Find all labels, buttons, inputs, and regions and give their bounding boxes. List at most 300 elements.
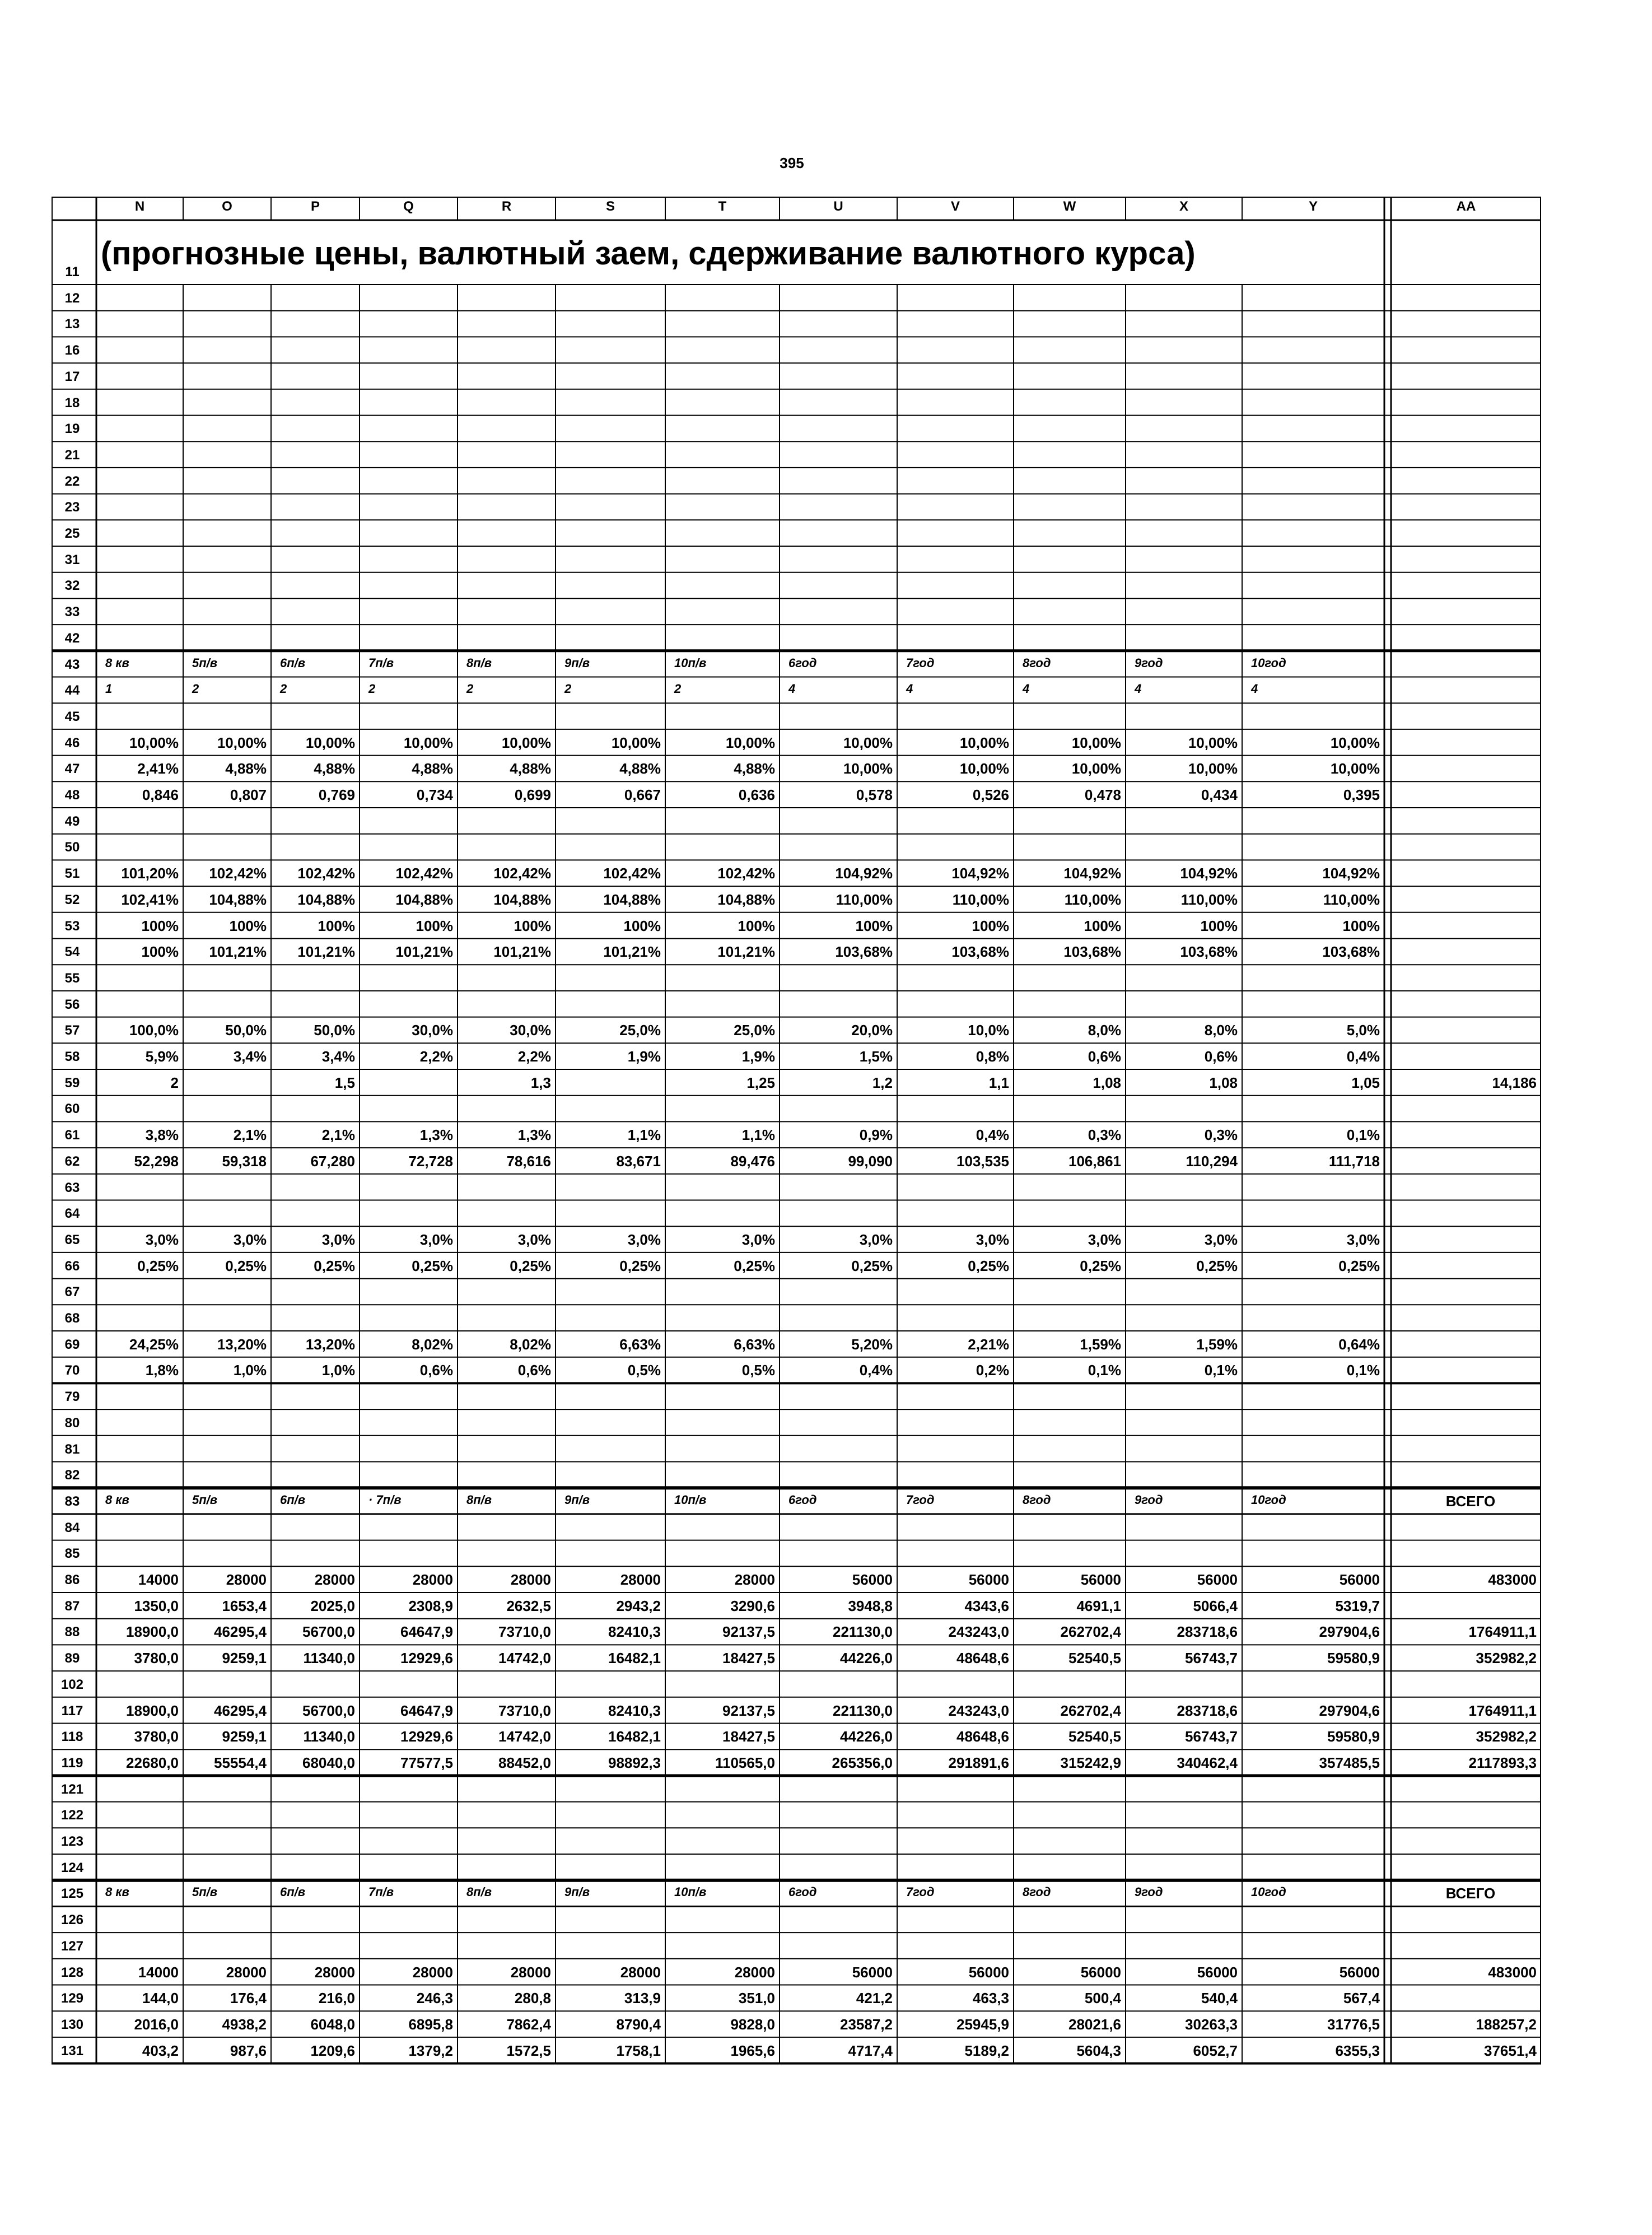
table-cell: 37651,4 xyxy=(1484,2042,1537,2059)
table-cell: 28000 xyxy=(314,1571,355,1588)
table-cell: 4 xyxy=(788,682,796,696)
table-cell: 283718,6 xyxy=(1177,1623,1238,1641)
table-cell: 110,00% xyxy=(1064,891,1121,908)
table-cell: 7п/в xyxy=(368,655,394,670)
table-cell: 0,578 xyxy=(856,786,893,803)
table-cell: 2 xyxy=(192,682,199,696)
table-cell: 104,88% xyxy=(395,891,453,908)
table-cell: 98892,3 xyxy=(608,1754,661,1771)
table-cell: 1,2 xyxy=(872,1074,893,1091)
table-cell: 10,00% xyxy=(1071,760,1121,777)
table-cell: 100% xyxy=(416,917,453,934)
table-cell: 100% xyxy=(738,917,775,934)
table-cell: 10,00% xyxy=(1071,734,1121,751)
table-cell: 0,526 xyxy=(972,786,1009,803)
table-cell: 4,88% xyxy=(225,760,267,777)
row-number: 125 xyxy=(60,1886,84,1902)
table-cell: 13,20% xyxy=(305,1335,355,1353)
table-cell: 104,88% xyxy=(603,891,661,908)
table-cell: 0,25% xyxy=(314,1257,355,1274)
table-cell: 262702,4 xyxy=(1060,1623,1121,1641)
table-cell: 3780,0 xyxy=(134,1728,179,1745)
table-cell: 12929,6 xyxy=(400,1728,453,1745)
table-cell: 8790,4 xyxy=(616,2015,661,2033)
table-cell: 92137,5 xyxy=(722,1623,775,1641)
row-number: 31 xyxy=(64,552,80,567)
table-cell: 8,02% xyxy=(412,1335,453,1353)
sheet-title: (прогнозные цены, валютный заем, сдерживание валютного курса) xyxy=(101,235,1196,272)
table-cell: 100% xyxy=(972,917,1009,934)
table-cell: 56000 xyxy=(968,1963,1009,1981)
table-cell: 28000 xyxy=(734,1571,775,1588)
row-number: 79 xyxy=(64,1389,80,1405)
table-cell: 59,318 xyxy=(222,1152,267,1170)
row-number: 17 xyxy=(64,369,80,384)
table-cell: 8п/в xyxy=(466,655,492,670)
table-cell: 3948,8 xyxy=(848,1597,893,1614)
table-cell: 10,00% xyxy=(959,760,1009,777)
table-cell: 103,68% xyxy=(835,943,893,961)
table-cell: 7год xyxy=(906,1885,935,1899)
table-cell: 4 xyxy=(906,682,913,696)
table-cell: 56743,7 xyxy=(1185,1650,1238,1667)
table-cell: 50,0% xyxy=(314,1022,355,1039)
table-cell: 4938,2 xyxy=(222,2015,267,2033)
table-cell: 56000 xyxy=(1339,1963,1380,1981)
row-number: 124 xyxy=(60,1860,84,1875)
row-number: 84 xyxy=(64,1520,80,1535)
table-cell: 56000 xyxy=(968,1571,1009,1588)
table-cell: 28000 xyxy=(314,1963,355,1981)
row-number: 46 xyxy=(64,735,80,751)
table-cell: 101,21% xyxy=(395,943,453,961)
table-cell: 110,294 xyxy=(1186,1152,1238,1170)
table-cell: 83,671 xyxy=(616,1152,661,1170)
table-cell: 14742,0 xyxy=(498,1728,551,1745)
table-cell: 8 кв xyxy=(105,1492,129,1507)
row-number: 118 xyxy=(61,1729,83,1745)
table-cell: 56000 xyxy=(1197,1571,1238,1588)
table-cell: 10,00% xyxy=(1188,734,1238,751)
table-cell: 3,4% xyxy=(233,1048,267,1065)
row-number: 117 xyxy=(61,1703,83,1719)
table-cell: 100% xyxy=(141,943,179,961)
table-cell: 188257,2 xyxy=(1476,2015,1537,2033)
table-cell: 10,00% xyxy=(1330,760,1380,777)
table-cell: 352982,2 xyxy=(1476,1650,1537,1667)
table-cell: 28000 xyxy=(412,1571,453,1588)
column-header: S xyxy=(605,199,615,214)
table-cell: 10п/в xyxy=(674,1885,707,1899)
table-cell: 351,0 xyxy=(738,1990,775,2007)
table-cell: 44226,0 xyxy=(840,1728,893,1745)
table-cell: 3,0% xyxy=(976,1231,1009,1248)
column-header: Y xyxy=(1308,199,1318,214)
table-cell: 1,1 xyxy=(988,1074,1009,1091)
table-cell: 103,68% xyxy=(1322,943,1380,961)
table-cell: 2,21% xyxy=(968,1335,1009,1353)
table-cell: 52540,5 xyxy=(1068,1650,1121,1667)
table-cell: 4,88% xyxy=(510,760,551,777)
row-number: 23 xyxy=(64,500,80,515)
table-cell: 102,42% xyxy=(493,865,551,882)
table-cell: 102,42% xyxy=(209,865,267,882)
table-cell: 16482,1 xyxy=(608,1728,661,1745)
table-cell: 11340,0 xyxy=(303,1728,355,1745)
table-cell: 102,41% xyxy=(121,891,179,908)
table-cell: 5,9% xyxy=(145,1048,179,1065)
table-cell: 10п/в xyxy=(674,1492,707,1507)
table-cell: 28021,6 xyxy=(1068,2015,1121,2033)
row-number: 47 xyxy=(64,761,80,777)
table-cell: 3,0% xyxy=(321,1231,355,1248)
table-cell: 1209,6 xyxy=(310,2042,355,2059)
table-cell: 28000 xyxy=(620,1571,661,1588)
table-cell: 10,0% xyxy=(968,1022,1009,1039)
row-number: 53 xyxy=(64,918,80,934)
table-cell: 100% xyxy=(229,917,267,934)
table-cell: 4,88% xyxy=(734,760,775,777)
table-cell: 89,476 xyxy=(730,1152,775,1170)
row-number: 123 xyxy=(60,1834,84,1849)
table-cell: 46295,4 xyxy=(214,1623,267,1641)
table-cell: 28000 xyxy=(510,1963,551,1981)
table-cell: 31776,5 xyxy=(1327,2015,1380,2033)
table-cell: 2,41% xyxy=(137,760,179,777)
table-cell: 3,0% xyxy=(859,1231,893,1248)
table-cell: 2 xyxy=(674,682,682,696)
table-cell: 0,5% xyxy=(741,1362,775,1379)
table-cell: 6052,7 xyxy=(1193,2042,1238,2059)
row-number: 45 xyxy=(64,709,80,724)
table-cell: 10,00% xyxy=(403,734,453,751)
table-cell: 4,88% xyxy=(619,760,661,777)
table-cell: 101,21% xyxy=(297,943,355,961)
column-header: W xyxy=(1063,199,1076,214)
row-number: 58 xyxy=(64,1049,80,1064)
table-cell: 0,1% xyxy=(1204,1362,1238,1379)
table-cell: · 7п/в xyxy=(368,1492,402,1507)
table-cell: 73710,0 xyxy=(498,1623,551,1641)
table-cell: 5п/в xyxy=(192,1885,218,1899)
table-cell: 56000 xyxy=(1080,1571,1121,1588)
table-cell: 1,3% xyxy=(419,1126,453,1144)
row-number: 55 xyxy=(64,970,80,986)
row-number: 62 xyxy=(64,1153,80,1169)
table-cell: 92137,5 xyxy=(722,1702,775,1719)
row-number: 25 xyxy=(64,526,80,541)
table-cell: 8,0% xyxy=(1204,1022,1238,1039)
table-cell: 104,92% xyxy=(835,865,893,882)
table-cell: 1379,2 xyxy=(408,2042,453,2059)
table-cell: 52540,5 xyxy=(1068,1728,1121,1745)
table-cell: 2 xyxy=(280,682,287,696)
table-cell: 18427,5 xyxy=(722,1650,775,1667)
table-cell: 5п/в xyxy=(192,1492,218,1507)
table-cell: 12929,6 xyxy=(400,1650,453,1667)
table-cell: 0,6% xyxy=(517,1362,551,1379)
row-number: 69 xyxy=(64,1337,80,1352)
table-cell: 4717,4 xyxy=(848,2042,893,2059)
row-number: 16 xyxy=(64,343,80,358)
table-cell: 48648,6 xyxy=(956,1728,1009,1745)
table-cell: 0,478 xyxy=(1084,786,1121,803)
table-cell: 110,00% xyxy=(952,891,1009,908)
table-cell: 0,807 xyxy=(230,786,267,803)
table-cell: 567,4 xyxy=(1343,1990,1380,2007)
table-cell: 297904,6 xyxy=(1319,1702,1380,1719)
table-cell: 4 xyxy=(1135,682,1142,696)
table-cell: 3,0% xyxy=(1204,1231,1238,1248)
table-cell: 10,00% xyxy=(843,760,893,777)
table-cell: 14742,0 xyxy=(498,1650,551,1667)
table-cell: 100% xyxy=(1084,917,1121,934)
table-cell: 8п/в xyxy=(466,1492,492,1507)
table-cell: 7862,4 xyxy=(506,2015,551,2033)
table-cell: 340462,4 xyxy=(1177,1754,1238,1771)
table-cell: 2632,5 xyxy=(506,1597,551,1614)
table-cell: 30263,3 xyxy=(1185,2015,1238,2033)
row-number: 126 xyxy=(60,1912,84,1928)
column-header: O xyxy=(222,199,232,214)
row-number: 51 xyxy=(64,866,80,882)
row-number: 121 xyxy=(60,1781,84,1797)
table-cell: 262702,4 xyxy=(1060,1702,1121,1719)
row-number: 70 xyxy=(64,1363,80,1379)
table-cell: 4 xyxy=(1251,682,1258,696)
row-number: 89 xyxy=(64,1651,80,1666)
table-cell: 64647,9 xyxy=(400,1623,453,1641)
table-cell: 0,25% xyxy=(510,1257,551,1274)
column-header: T xyxy=(718,199,727,214)
table-cell: 4691,1 xyxy=(1076,1597,1121,1614)
table-cell: 221130,0 xyxy=(832,1623,893,1641)
table-cell: 110565,0 xyxy=(715,1754,775,1771)
table-cell: 0,846 xyxy=(142,786,179,803)
table-cell: 14000 xyxy=(138,1571,179,1588)
table-cell: 56000 xyxy=(1197,1963,1238,1981)
table-cell: 104,88% xyxy=(297,891,355,908)
row-number: 65 xyxy=(64,1232,80,1247)
table-cell: 6048,0 xyxy=(310,2015,355,2033)
row-number: 64 xyxy=(64,1206,80,1222)
table-cell: 9259,1 xyxy=(222,1650,267,1667)
table-cell: 25,0% xyxy=(734,1022,775,1039)
table-cell: 56000 xyxy=(1339,1571,1380,1588)
table-cell: 10,00% xyxy=(843,734,893,751)
table-cell: 25,0% xyxy=(619,1022,661,1039)
table-cell: 2 xyxy=(466,682,474,696)
table-cell: 2025,0 xyxy=(310,1597,355,1614)
table-cell: 313,9 xyxy=(624,1990,661,2007)
column-header: U xyxy=(833,199,843,214)
table-cell: 3,0% xyxy=(627,1231,661,1248)
table-cell: 315242,9 xyxy=(1060,1754,1121,1771)
column-header: AA xyxy=(1456,199,1476,214)
table-cell: 73710,0 xyxy=(498,1702,551,1719)
table-cell: 0,4% xyxy=(859,1362,893,1379)
table-cell: 3,0% xyxy=(741,1231,775,1248)
table-cell: 100% xyxy=(514,917,551,934)
table-cell: 243243,0 xyxy=(948,1623,1009,1641)
table-cell: 1,3 xyxy=(530,1074,551,1091)
table-cell: 5,20% xyxy=(851,1335,893,1353)
table-cell: 101,21% xyxy=(717,943,775,961)
table-cell: 9год xyxy=(1135,655,1163,670)
row-number: 60 xyxy=(64,1101,80,1117)
table-cell: 8год xyxy=(1023,1885,1051,1899)
table-cell: 0,6% xyxy=(419,1362,453,1379)
page-number: 395 xyxy=(780,155,804,171)
table-cell: 2,2% xyxy=(517,1048,551,1065)
table-cell: 1,59% xyxy=(1196,1335,1238,1353)
row-number: 122 xyxy=(60,1808,84,1823)
row-number: 33 xyxy=(64,604,80,620)
table-cell: 500,4 xyxy=(1084,1990,1121,2007)
table-cell: 9259,1 xyxy=(222,1728,267,1745)
table-cell: 100% xyxy=(318,917,355,934)
table-cell: 0,1% xyxy=(1346,1362,1380,1379)
table-cell: 3,0% xyxy=(517,1231,551,1248)
table-cell: 102,42% xyxy=(395,865,453,882)
table-cell: 5п/в xyxy=(192,655,218,670)
row-number: 80 xyxy=(64,1415,80,1431)
table-cell: 1,25 xyxy=(746,1074,775,1091)
row-number: 68 xyxy=(64,1311,80,1326)
table-cell: 111,718 xyxy=(1328,1152,1380,1170)
table-cell: 5,0% xyxy=(1346,1022,1380,1039)
table-cell: 8 кв xyxy=(105,1885,129,1899)
table-cell: 8 кв xyxy=(105,655,129,670)
table-cell: 0,4% xyxy=(1346,1048,1380,1065)
table-cell: 2117893,3 xyxy=(1468,1754,1537,1771)
table-cell: 1,8% xyxy=(145,1362,179,1379)
table-cell: 106,861 xyxy=(1068,1152,1121,1170)
table-cell: 4,88% xyxy=(314,760,355,777)
table-cell: 987,6 xyxy=(230,2042,267,2059)
table-cell: 463,3 xyxy=(972,1990,1009,2007)
table-cell: 6п/в xyxy=(280,1885,306,1899)
table-cell: 8год xyxy=(1023,655,1051,670)
table-cell: 11340,0 xyxy=(303,1650,355,1667)
row-number: 85 xyxy=(64,1546,80,1562)
table-cell: 0,1% xyxy=(1346,1126,1380,1144)
row-number: 130 xyxy=(60,2017,84,2032)
table-cell: 10,00% xyxy=(1188,760,1238,777)
table-cell: 483000 xyxy=(1488,1963,1537,1981)
row-number: 32 xyxy=(64,578,80,594)
table-cell: 102,42% xyxy=(603,865,661,882)
table-cell: 4 xyxy=(1023,682,1030,696)
row-number: 88 xyxy=(64,1624,80,1640)
table-cell: 0,9% xyxy=(859,1126,893,1144)
table-cell: 1 xyxy=(105,682,113,696)
table-cell: 56000 xyxy=(852,1963,893,1981)
table-cell: 1,08 xyxy=(1093,1074,1121,1091)
table-cell: 3,0% xyxy=(1088,1231,1121,1248)
table-cell: 3,0% xyxy=(233,1231,267,1248)
table-cell: 2,2% xyxy=(419,1048,453,1065)
table-cell: 3,0% xyxy=(1346,1231,1380,1248)
table-cell: 0,667 xyxy=(624,786,661,803)
table-cell: 56000 xyxy=(852,1571,893,1588)
row-number: 63 xyxy=(64,1180,80,1195)
row-number: 48 xyxy=(64,788,80,803)
table-cell: 1653,4 xyxy=(222,1597,267,1614)
table-cell: 88452,0 xyxy=(498,1754,551,1771)
table-cell: 56743,7 xyxy=(1185,1728,1238,1745)
row-number: 131 xyxy=(60,2043,84,2059)
table-cell: 52,298 xyxy=(134,1152,179,1170)
table-cell: 22680,0 xyxy=(126,1754,179,1771)
table-cell: 2 xyxy=(564,682,572,696)
table-cell: 2 xyxy=(368,682,376,696)
table-cell: 5189,2 xyxy=(964,2042,1009,2059)
table-cell: 10п/в xyxy=(674,655,707,670)
table-cell: 101,21% xyxy=(493,943,551,961)
table-cell: 104,88% xyxy=(493,891,551,908)
table-cell: 421,2 xyxy=(856,1990,893,2007)
row-number: 59 xyxy=(64,1075,80,1091)
row-number: 18 xyxy=(64,395,80,411)
table-cell: 0,395 xyxy=(1343,786,1380,803)
table-cell: 56700,0 xyxy=(302,1623,355,1641)
row-number: 127 xyxy=(60,1938,84,1954)
table-cell: 1,08 xyxy=(1209,1074,1238,1091)
table-cell: 18427,5 xyxy=(722,1728,775,1745)
column-header: P xyxy=(310,199,320,214)
table-cell: 0,25% xyxy=(1338,1257,1380,1274)
table-cell: 104,92% xyxy=(1322,865,1380,882)
table-cell: 30,0% xyxy=(412,1022,453,1039)
table-cell: 1,9% xyxy=(627,1048,661,1065)
table-cell: 0,5% xyxy=(627,1362,661,1379)
table-cell: 100% xyxy=(141,917,179,934)
row-number: 61 xyxy=(64,1128,80,1143)
table-cell: 1572,5 xyxy=(506,2042,551,2059)
table-cell: 0,3% xyxy=(1088,1126,1121,1144)
table-cell: 10,00% xyxy=(217,734,267,751)
table-cell: 102,42% xyxy=(297,865,355,882)
table-cell: 72,728 xyxy=(408,1152,453,1170)
table-cell: 2016,0 xyxy=(134,2015,179,2033)
row-number: 54 xyxy=(64,944,80,960)
table-cell: 10,00% xyxy=(725,734,775,751)
column-header: V xyxy=(950,199,960,214)
row-number: 12 xyxy=(64,290,80,306)
table-cell: 3290,6 xyxy=(730,1597,775,1614)
table-cell: 110,00% xyxy=(1323,891,1380,908)
table-cell: 483000 xyxy=(1488,1571,1537,1588)
column-header: Q xyxy=(403,199,414,214)
table-cell: 104,92% xyxy=(1180,865,1238,882)
table-cell: 104,88% xyxy=(717,891,775,908)
table-cell: 101,20% xyxy=(121,865,179,882)
table-cell: 1350,0 xyxy=(134,1597,179,1614)
table-cell: 246,3 xyxy=(416,1990,453,2007)
table-cell: 64647,9 xyxy=(400,1702,453,1719)
table-cell: 100% xyxy=(623,917,661,934)
table-cell: 20,0% xyxy=(851,1022,893,1039)
table-cell: 283718,6 xyxy=(1177,1702,1238,1719)
row-number: 49 xyxy=(64,813,80,829)
table-cell: 10,00% xyxy=(305,734,355,751)
table-cell: 0,3% xyxy=(1204,1126,1238,1144)
table-cell: 2 xyxy=(170,1074,179,1091)
row-number: 66 xyxy=(64,1258,80,1274)
table-cell: 1,3% xyxy=(517,1126,551,1144)
table-cell: 176,4 xyxy=(230,1990,267,2007)
